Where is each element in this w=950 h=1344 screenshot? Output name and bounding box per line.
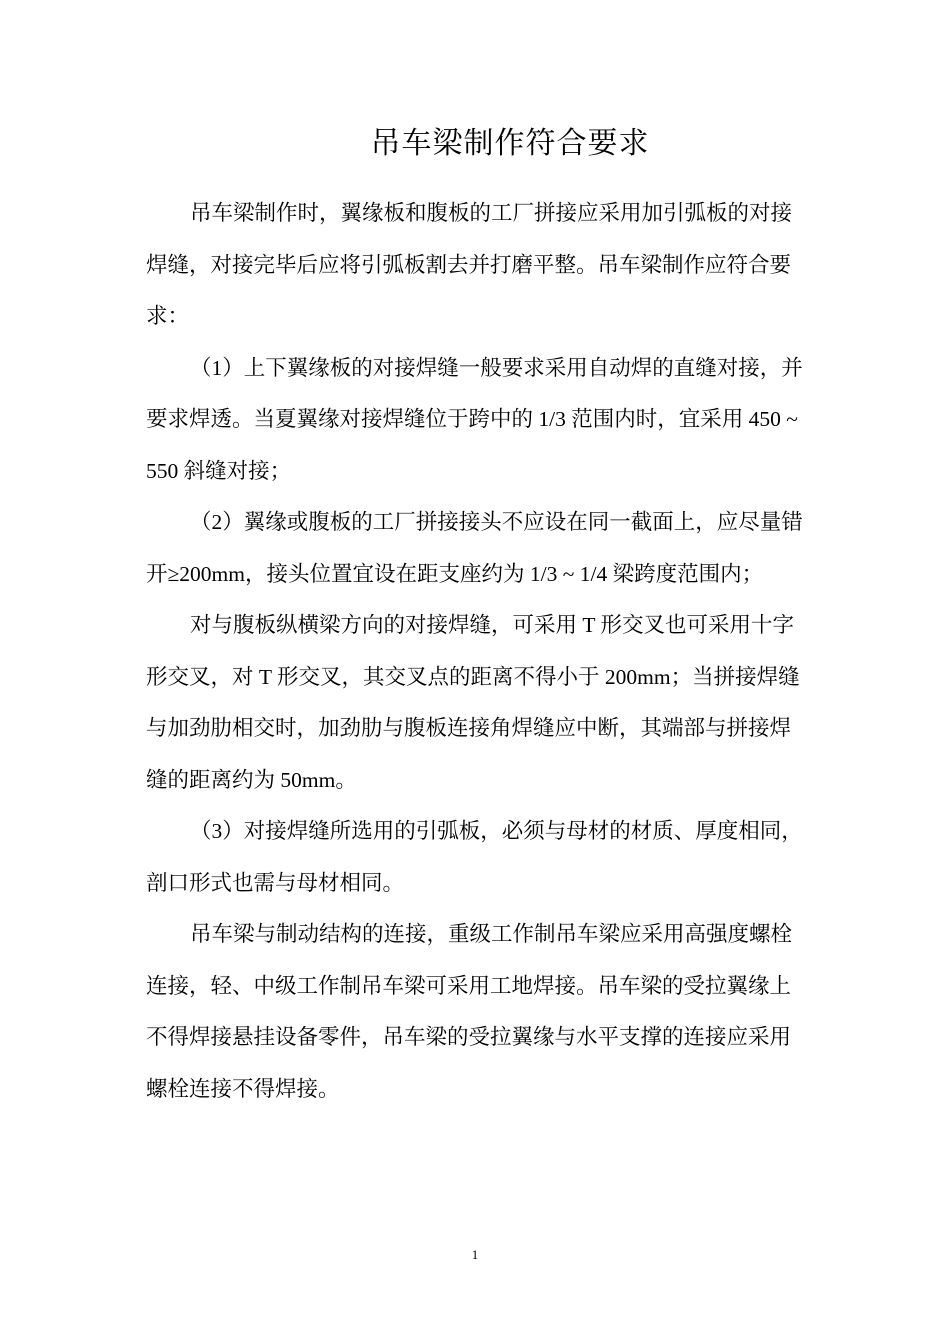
paragraph-item-3: （3）对接焊缝所选用的引弧板，必须与母材的材质、厚度相同，剖口形式也需与母材相同。 [146,819,803,895]
paragraph-intro: 吊车梁制作时，翼缘板和腹板的工厂拼接应采用加引弧板的对接焊缝，对接完毕后应将引弧板割去并打磨平整。吊车梁制作应符合要求： [146,201,793,328]
document-title: 吊车梁制作符合要求 [370,126,650,161]
paragraph-cross-weld: 对与腹板纵横梁方向的对接焊缝，可采用 T 形交叉也可采用十字形交叉，对 T 形交叉，其交叉点的距离不得小于 200mm；当拼接焊缝与加劲肋相交时，加劲肋与腹板连接角焊缝应中断，其端部与拼接焊缝的距离约为 50mm。 [146,613,800,792]
paragraph-item-2: （2）翼缘或腹板的工厂拼接接头不应设在同一截面上，应尽量错开≥200mm，接头位置宜设在距支座约为 1/3 ~ 1/4 梁跨度范围内； [146,510,803,586]
paragraph-connection: 吊车梁与制动结构的连接，重级工作制吊车梁应采用高强度螺栓连接，轻、中级工作制吊车梁可采用工地焊接。吊车梁的受拉翼缘上不得焊接悬挂设备零件，吊车梁的受拉翼缘与水平支撑的连接应采用螺栓连接不得焊接。 [146,922,793,1101]
paragraph-item-1: （1）上下翼缘板的对接焊缝一般要求采用自动焊的直缝对接，并要求焊透。当夏翼缘对接焊缝位于跨中的 1/3 范围内时，宜采用 450 ~ 550 斜缝对接； [146,355,803,483]
document-body [146,188,806,1115]
page-number: 1 [471,1247,479,1262]
